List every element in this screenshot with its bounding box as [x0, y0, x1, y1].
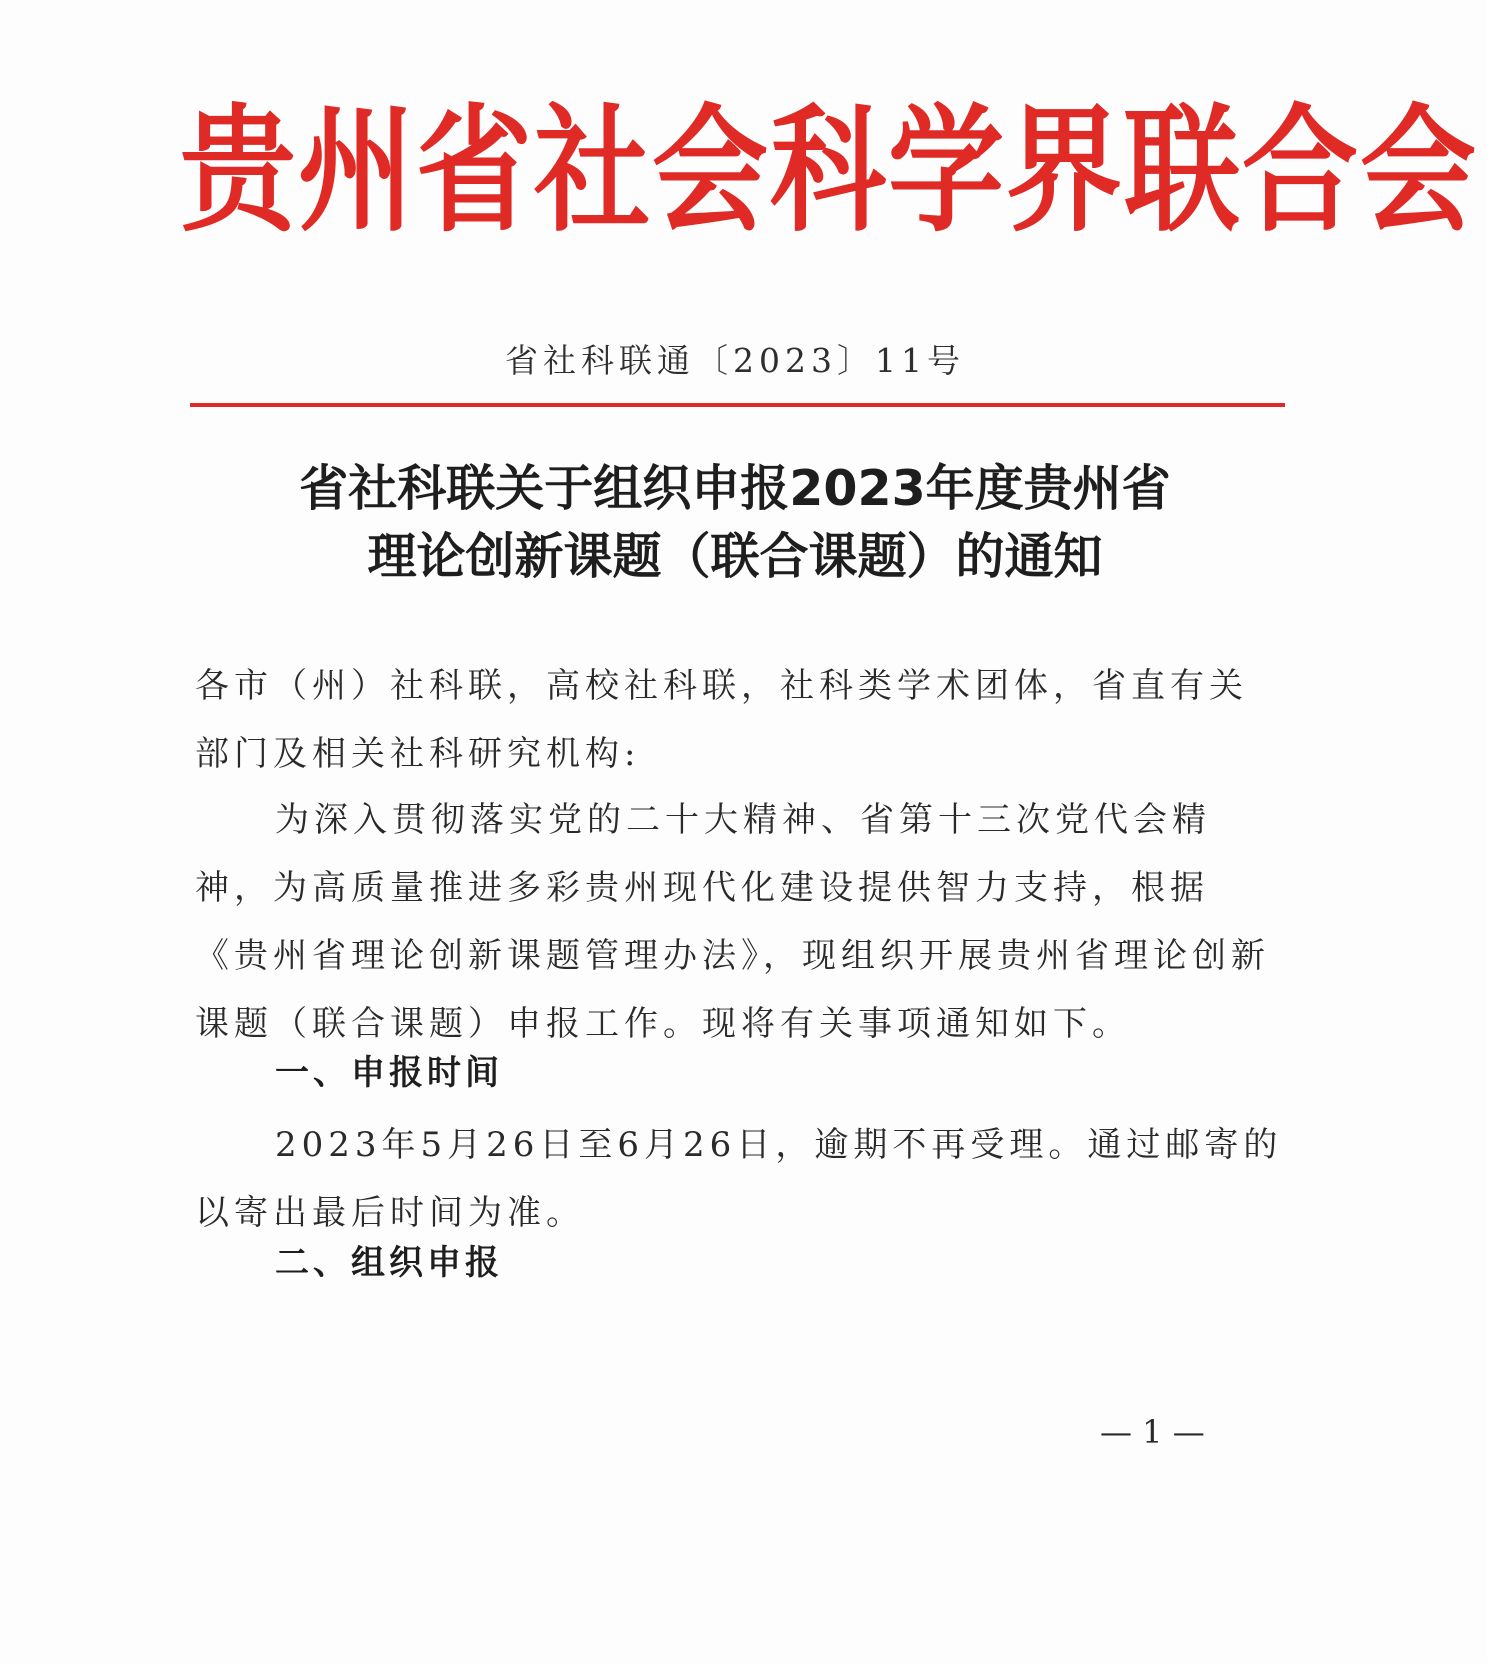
- intro-paragraph: 为深入贯彻落实党的二十大精神、省第十三次党代会精神，为高质量推进多彩贵州现代化建设提供智力支持，根据《贵州省理论创新课题管理办法》，现组织开展贵州省理论创新课题（联合课题）申报工作。现将有关事项通知如下。: [195, 800, 1270, 1044]
- addressee-paragraph: 各市（州）社科联，高校社科联，社科类学术团体，省直有关部门及相关社科研究机构:: [195, 666, 1248, 774]
- red-divider-line: [190, 403, 1285, 407]
- section-1-heading: 一、申报时间: [275, 1053, 503, 1093]
- section-2-heading: 二、组织申报: [275, 1243, 503, 1283]
- letterhead-org-name: 贵州省社会科学界联合会: [180, 91, 1478, 252]
- document-number: 省社科联通〔2023〕11号: [505, 341, 965, 380]
- notice-title-line-1: 省社科联关于组织申报2023年度贵州省: [299, 460, 1171, 517]
- page-number: — 1 —: [1100, 1413, 1205, 1451]
- notice-title: [180, 455, 1290, 591]
- notice-title-line-2: 理论创新课题（联合课题）的通知: [367, 528, 1103, 585]
- section-1-paragraph: 2023年5月26日至6月26日，逾期不再受理。通过邮寄的以寄出最后时间为准。: [195, 1125, 1283, 1233]
